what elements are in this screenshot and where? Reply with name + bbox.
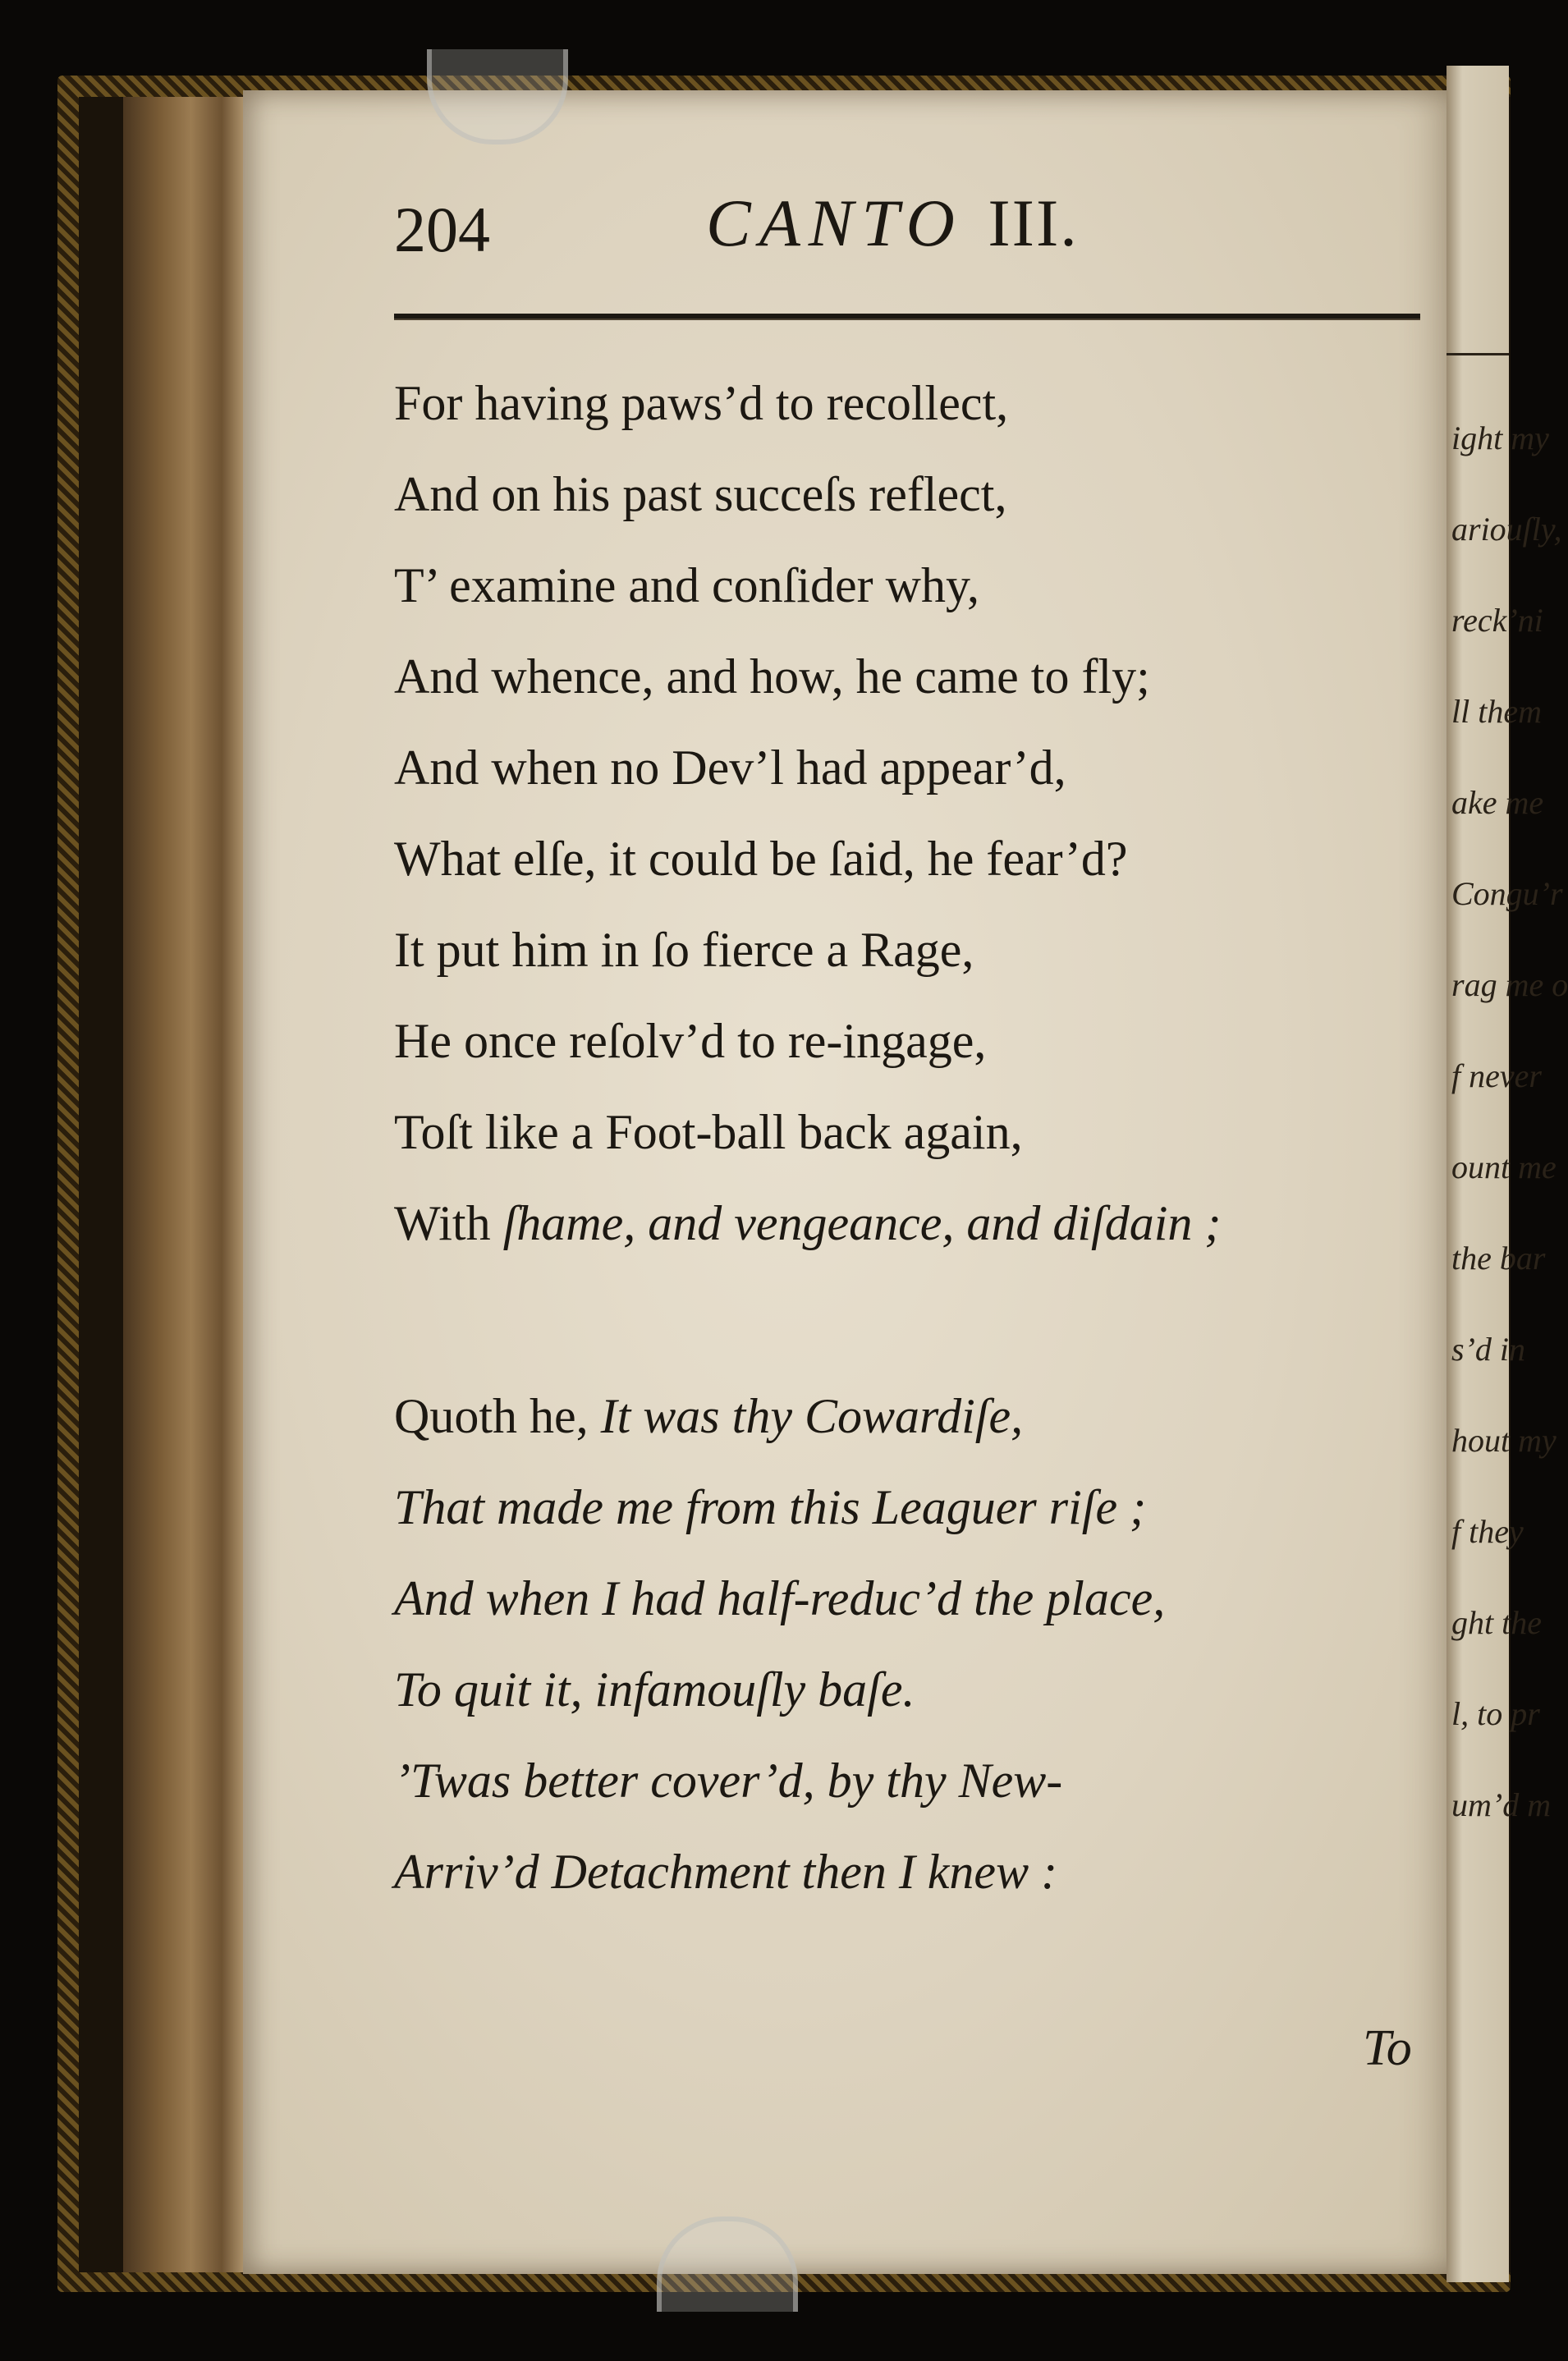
page-number: 204	[394, 194, 490, 265]
stanza-1	[394, 358, 1379, 1269]
next-page-fragment: hout my	[1451, 1422, 1557, 1459]
verse-line: And when I had half-reduc’d the place,	[394, 1571, 1166, 1625]
next-page-fragment: ount me	[1451, 1148, 1557, 1185]
page-header	[394, 185, 1428, 275]
next-page-fragment: um’d m	[1451, 1786, 1552, 1823]
running-head-canto: CANTO	[706, 186, 963, 260]
verse-line: Toſt like a Foot-ball back again,	[394, 1105, 1023, 1159]
running-head-numeral: III.	[988, 186, 1079, 260]
next-page-fragment: Congu’r	[1451, 875, 1563, 912]
next-page-fragment: ght the	[1451, 1604, 1542, 1641]
verse-line: ’Twas better cover’d, by thy New-	[394, 1754, 1063, 1808]
next-page-fragment: f never	[1451, 1057, 1542, 1094]
next-page-fragment: reck’ni	[1451, 602, 1543, 639]
verse-italic-text: ſhame, and vengeance, and diſdain ;	[502, 1196, 1222, 1250]
catchword: To	[1363, 2020, 1412, 2076]
header-rule	[394, 314, 1420, 320]
verse-line: It put him in ſo fierce a Rage,	[394, 923, 974, 977]
verse-line: To quit it, infamouſly baſe.	[394, 1662, 915, 1717]
next-page-fragment: f they	[1451, 1513, 1524, 1550]
running-head	[706, 185, 1079, 262]
verse-line	[394, 1371, 1379, 1462]
verse-line: T’ examine and conſider why,	[394, 558, 980, 612]
verse-line: What elſe, it could be ſaid, he fear’d?	[394, 832, 1128, 886]
verse-line: He once reſolv’d to re-ingage,	[394, 1014, 987, 1068]
verse-line: That made me from this Leaguer riſe ;	[394, 1480, 1147, 1534]
stanza-2	[394, 1371, 1379, 1918]
verse-line: For having paws’d to recollect,	[394, 376, 1009, 430]
verse-line: And when no Dev’l had appear’d,	[394, 740, 1066, 795]
verse-roman-text: Quoth he,	[394, 1389, 601, 1443]
next-page-fragment: rag me o	[1451, 966, 1568, 1003]
next-page-edge	[1447, 66, 1568, 2282]
next-page-fragment: ll them	[1451, 693, 1542, 730]
next-page-fragment: ariouſly,	[1451, 511, 1562, 548]
verse-line	[394, 1178, 1379, 1269]
next-page-fragment: s’d in	[1451, 1331, 1525, 1368]
next-page-fragment: ake me	[1451, 784, 1544, 821]
verse-line: And whence, and how, he came to fly;	[394, 649, 1150, 704]
next-page-fragment: ight my	[1451, 419, 1549, 456]
verse-line: Arriv’d Detachment then I knew :	[394, 1845, 1058, 1899]
next-page-fragment: l, to pr	[1451, 1695, 1540, 1732]
page-block-edges	[123, 97, 246, 2272]
next-page-fragment: the bar	[1451, 1240, 1546, 1277]
verse-roman-text: With	[394, 1196, 503, 1250]
verse-line: And on his past succeſs reflect,	[394, 467, 1007, 521]
verse-italic-text: It was thy Cowardiſe,	[600, 1389, 1024, 1443]
next-page-rule	[1447, 353, 1509, 355]
